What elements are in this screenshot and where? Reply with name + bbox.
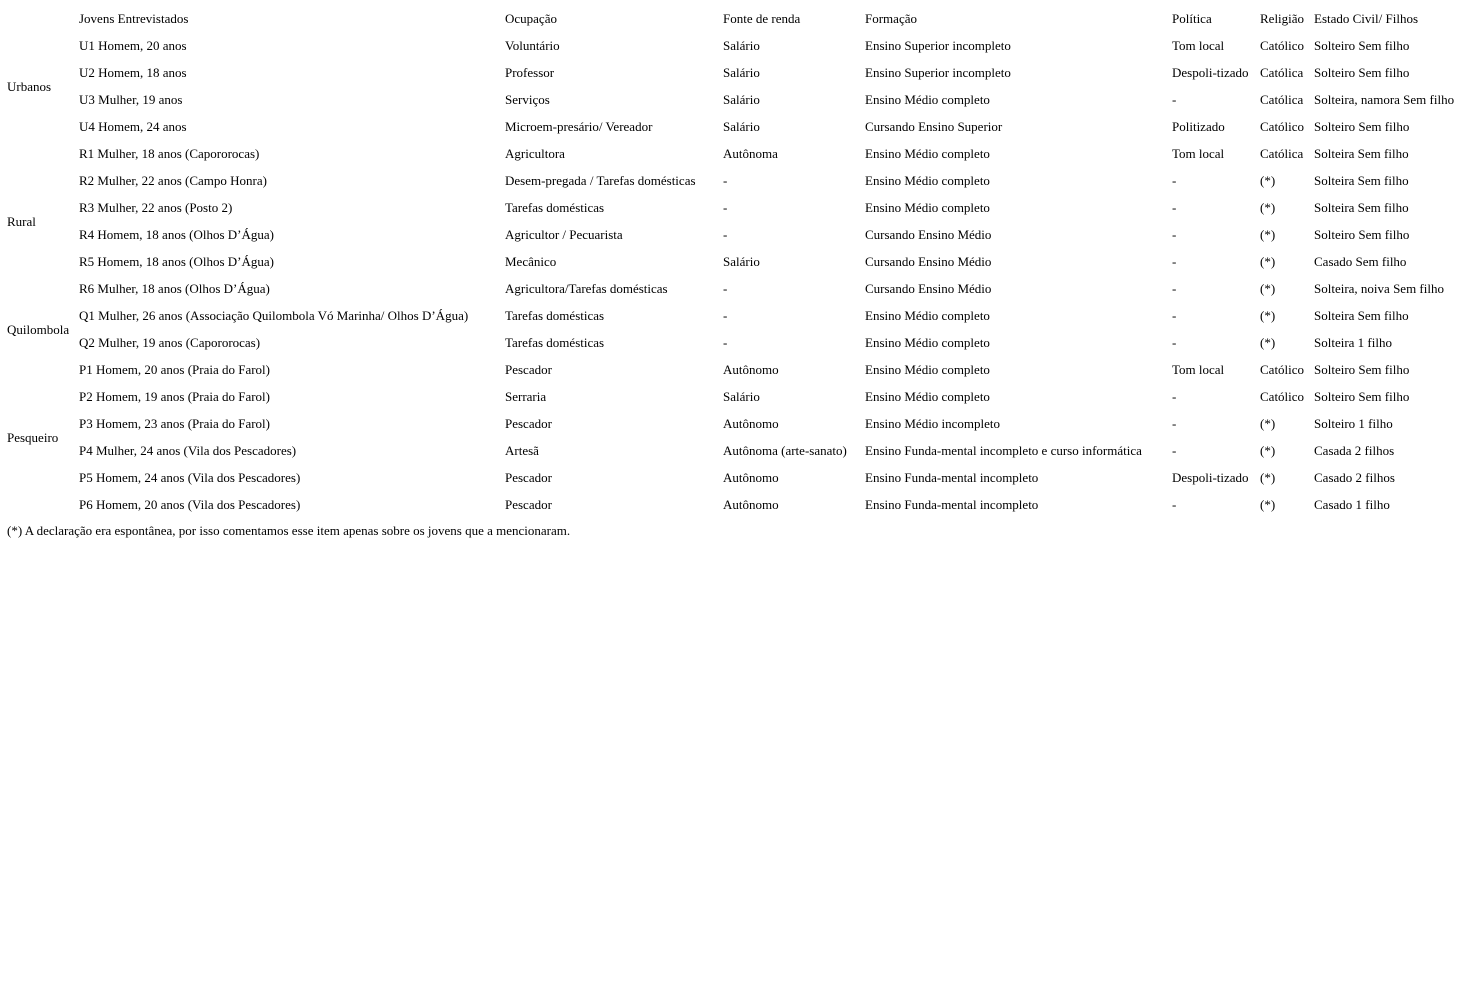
table-cell: Solteira, noiva Sem filho [1314, 281, 1444, 296]
table-row [4, 302, 1473, 329]
header-cell: Estado Civil/ Filhos [1314, 11, 1419, 26]
table-row [4, 194, 1473, 221]
table-row [4, 140, 1473, 167]
table-cell: Salário [723, 65, 760, 80]
table-row [4, 410, 1473, 437]
table-cell: - [723, 335, 728, 350]
table-cell: Despoli-tizado [1172, 470, 1249, 485]
table-cell: P3 Homem, 23 anos (Praia do Farol) [79, 416, 271, 431]
table-cell: Solteira, namora Sem filho [1314, 92, 1455, 107]
table-cell: (*) [1260, 308, 1276, 323]
table-cell: Pescador [505, 416, 552, 431]
table-cell: Agricultora/Tarefas domésticas [505, 281, 668, 296]
table-cell: Tom local [1172, 38, 1225, 53]
table-cell: Salário [723, 92, 760, 107]
table-cell: Ensino Médio incompleto [865, 416, 1001, 431]
table-cell: (*) [1260, 470, 1276, 485]
table-cell: - [1172, 281, 1177, 296]
table-row [4, 248, 1473, 275]
table-cell: P1 Homem, 20 anos (Praia do Farol) [79, 362, 271, 377]
table-cell: Católico [1260, 119, 1305, 134]
table-row [4, 167, 1473, 194]
table-cell: Solteira Sem filho [1314, 146, 1409, 161]
table-cell: Salário [723, 38, 760, 53]
table-cell: Mecânico [505, 254, 557, 269]
header-cell: Fonte de renda [723, 11, 801, 26]
table-cell: - [1172, 227, 1177, 242]
table-cell: - [1172, 389, 1177, 404]
table-cell: - [1172, 335, 1177, 350]
header-cell [4, 5, 76, 32]
table-cell: Serraria [505, 389, 547, 404]
table-cell: Ensino Superior incompleto [865, 65, 1011, 80]
table-cell: R4 Homem, 18 anos (Olhos D’Água) [79, 227, 274, 242]
table-cell: Q1 Mulher, 26 anos (Associação Quilombola Vó Marinha/ Olhos D’Água) [79, 308, 469, 323]
group-label: Rural [7, 213, 36, 229]
table-cell: Solteiro Sem filho [1314, 227, 1410, 242]
table-row [4, 356, 1473, 383]
table-cell: - [723, 308, 728, 323]
table-cell: Casado 2 filhos [1314, 470, 1395, 485]
table-cell: Solteiro Sem filho [1314, 389, 1410, 404]
table-cell: Solteira Sem filho [1314, 173, 1409, 188]
table-cell: - [1172, 92, 1177, 107]
table-cell: P5 Homem, 24 anos (Vila dos Pescadores) [79, 470, 301, 485]
interviewees-table [4, 5, 1473, 518]
table-cell: - [723, 200, 728, 215]
table-cell: Cursando Ensino Médio [865, 254, 992, 269]
table-cell: - [723, 227, 728, 242]
table-cell: Tarefas domésticas [505, 335, 605, 350]
table-cell: Autônomo [723, 470, 779, 485]
table-cell: - [1172, 443, 1177, 458]
table-cell: U1 Homem, 20 anos [79, 38, 187, 53]
table-cell: Serviços [505, 92, 550, 107]
table-body [4, 32, 1473, 518]
table-cell: Católico [1260, 362, 1305, 377]
table-cell: Ensino Médio completo [865, 308, 990, 323]
table-cell: R2 Mulher, 22 anos (Campo Honra) [79, 173, 267, 188]
table-cell: Ensino Funda-mental incompleto e curso informática [865, 443, 1142, 458]
table-row [4, 275, 1473, 302]
table-cell: Ensino Médio completo [865, 389, 990, 404]
table-cell: Ensino Médio completo [865, 146, 990, 161]
table-cell: Artesã [505, 443, 539, 458]
group-label: Pesqueiro [7, 429, 59, 445]
table-cell: Cursando Ensino Superior [865, 119, 1003, 134]
table-cell: Despoli-tizado [1172, 65, 1249, 80]
table-cell: Católico [1260, 389, 1305, 404]
table-cell: Desem-pregada / Tarefas domésticas [505, 173, 696, 188]
table-cell: Solteiro Sem filho [1314, 38, 1410, 53]
table-cell: Salário [723, 389, 760, 404]
table-cell: Autônomo [723, 362, 779, 377]
table-cell: Professor [505, 65, 555, 80]
table-cell: U3 Mulher, 19 anos [79, 92, 183, 107]
table-cell: - [1172, 200, 1177, 215]
table-cell: Solteiro 1 filho [1314, 416, 1393, 431]
table-cell: Salário [723, 254, 760, 269]
table-cell: Ensino Médio completo [865, 362, 990, 377]
table-cell: - [1172, 254, 1177, 269]
table-row [4, 329, 1473, 356]
table-cell: U4 Homem, 24 anos [79, 119, 187, 134]
table-row [4, 491, 1473, 518]
table-cell: Solteira 1 filho [1314, 335, 1392, 350]
table-cell: Voluntário [505, 38, 560, 53]
table-cell: Pescador [505, 470, 552, 485]
table-cell: Solteiro Sem filho [1314, 119, 1410, 134]
table-cell: - [723, 173, 728, 188]
table-cell: Pescador [505, 362, 552, 377]
table-cell: Autônomo [723, 497, 779, 512]
table-cell: Católica [1260, 146, 1304, 161]
table-cell: Autônomo [723, 416, 779, 431]
table-cell: (*) [1260, 497, 1276, 512]
header-cell: Formação [865, 11, 917, 26]
table-cell: Agricultora [505, 146, 565, 161]
table-cell: (*) [1260, 254, 1276, 269]
table-cell: R5 Homem, 18 anos (Olhos D’Água) [79, 254, 274, 269]
table-cell: Tom local [1172, 146, 1225, 161]
group-label: Urbanos [7, 78, 52, 94]
table-cell: - [723, 281, 728, 296]
header-cell: Política [1172, 11, 1212, 26]
table-cell: (*) [1260, 173, 1276, 188]
table-cell: Ensino Superior incompleto [865, 38, 1011, 53]
table-row [4, 86, 1473, 113]
table-cell: Salário [723, 119, 760, 134]
group-label: Quilombola [7, 321, 70, 337]
table-row [4, 113, 1473, 140]
table-cell: Autônoma (arte-sanato) [723, 443, 847, 458]
table-cell: (*) [1260, 335, 1276, 350]
table-header-row [4, 5, 1473, 32]
table-cell: Pescador [505, 497, 552, 512]
table-cell: P6 Homem, 20 anos (Vila dos Pescadores) [79, 497, 301, 512]
table-row [4, 383, 1473, 410]
table-cell: R1 Mulher, 18 anos (Capororocas) [79, 146, 260, 161]
table-cell: P4 Mulher, 24 anos (Vila dos Pescadores) [79, 443, 297, 458]
table-row [4, 59, 1473, 86]
table-cell: Casado Sem filho [1314, 254, 1407, 269]
table-row [4, 437, 1473, 464]
header-cell: Ocupação [505, 11, 557, 26]
table-cell: Q2 Mulher, 19 anos (Capororocas) [79, 335, 261, 350]
table-cell: Casado 1 filho [1314, 497, 1390, 512]
table-cell: Tom local [1172, 362, 1225, 377]
table-cell: Ensino Médio completo [865, 92, 990, 107]
table-cell: (*) [1260, 281, 1276, 296]
table-cell: Agricultor / Pecuarista [505, 227, 623, 242]
table-cell: R6 Mulher, 18 anos (Olhos D’Água) [79, 281, 270, 296]
table-cell: P2 Homem, 19 anos (Praia do Farol) [79, 389, 271, 404]
table-cell: Ensino Funda-mental incompleto [865, 470, 1039, 485]
table-cell: Solteira Sem filho [1314, 200, 1409, 215]
table-cell: (*) [1260, 443, 1276, 458]
table-cell: Solteira Sem filho [1314, 308, 1409, 323]
table-cell: (*) [1260, 200, 1276, 215]
table-cell: Solteiro Sem filho [1314, 65, 1410, 80]
header-cell: Religião [1260, 11, 1305, 26]
table-cell: U2 Homem, 18 anos [79, 65, 187, 80]
table-cell: (*) [1260, 416, 1276, 431]
table-row [4, 464, 1473, 491]
table-cell: Solteiro Sem filho [1314, 362, 1410, 377]
table-cell: - [1172, 173, 1177, 188]
table-cell: Ensino Médio completo [865, 200, 990, 215]
table-cell: Tarefas domésticas [505, 308, 605, 323]
header-cell: Jovens Entrevistados [79, 11, 189, 26]
footnote: (*) A declaração era espontânea, por isso comentamos esse item apenas sobre os jovens que a mencionaram. [7, 523, 571, 538]
table-row [4, 221, 1473, 248]
table-cell: Casada 2 filhos [1314, 443, 1395, 458]
table-cell: Cursando Ensino Médio [865, 227, 992, 242]
table-cell: - [1172, 497, 1177, 512]
table-cell: Microem-presário/ Vereador [505, 119, 653, 134]
table-row [4, 32, 1473, 59]
table-cell: Politizado [1172, 119, 1225, 134]
table-cell: Ensino Funda-mental incompleto [865, 497, 1039, 512]
table-cell: - [1172, 308, 1177, 323]
table-cell: Autônoma [723, 146, 778, 161]
table-cell: Católica [1260, 65, 1304, 80]
table-cell: Ensino Médio completo [865, 335, 990, 350]
table-cell: - [1172, 416, 1177, 431]
table-cell: Católica [1260, 92, 1304, 107]
table-cell: (*) [1260, 227, 1276, 242]
table-cell: Tarefas domésticas [505, 200, 605, 215]
table-cell: Cursando Ensino Médio [865, 281, 992, 296]
table-cell: Ensino Médio completo [865, 173, 990, 188]
table-cell: R3 Mulher, 22 anos (Posto 2) [79, 200, 233, 215]
table-cell: Católico [1260, 38, 1305, 53]
